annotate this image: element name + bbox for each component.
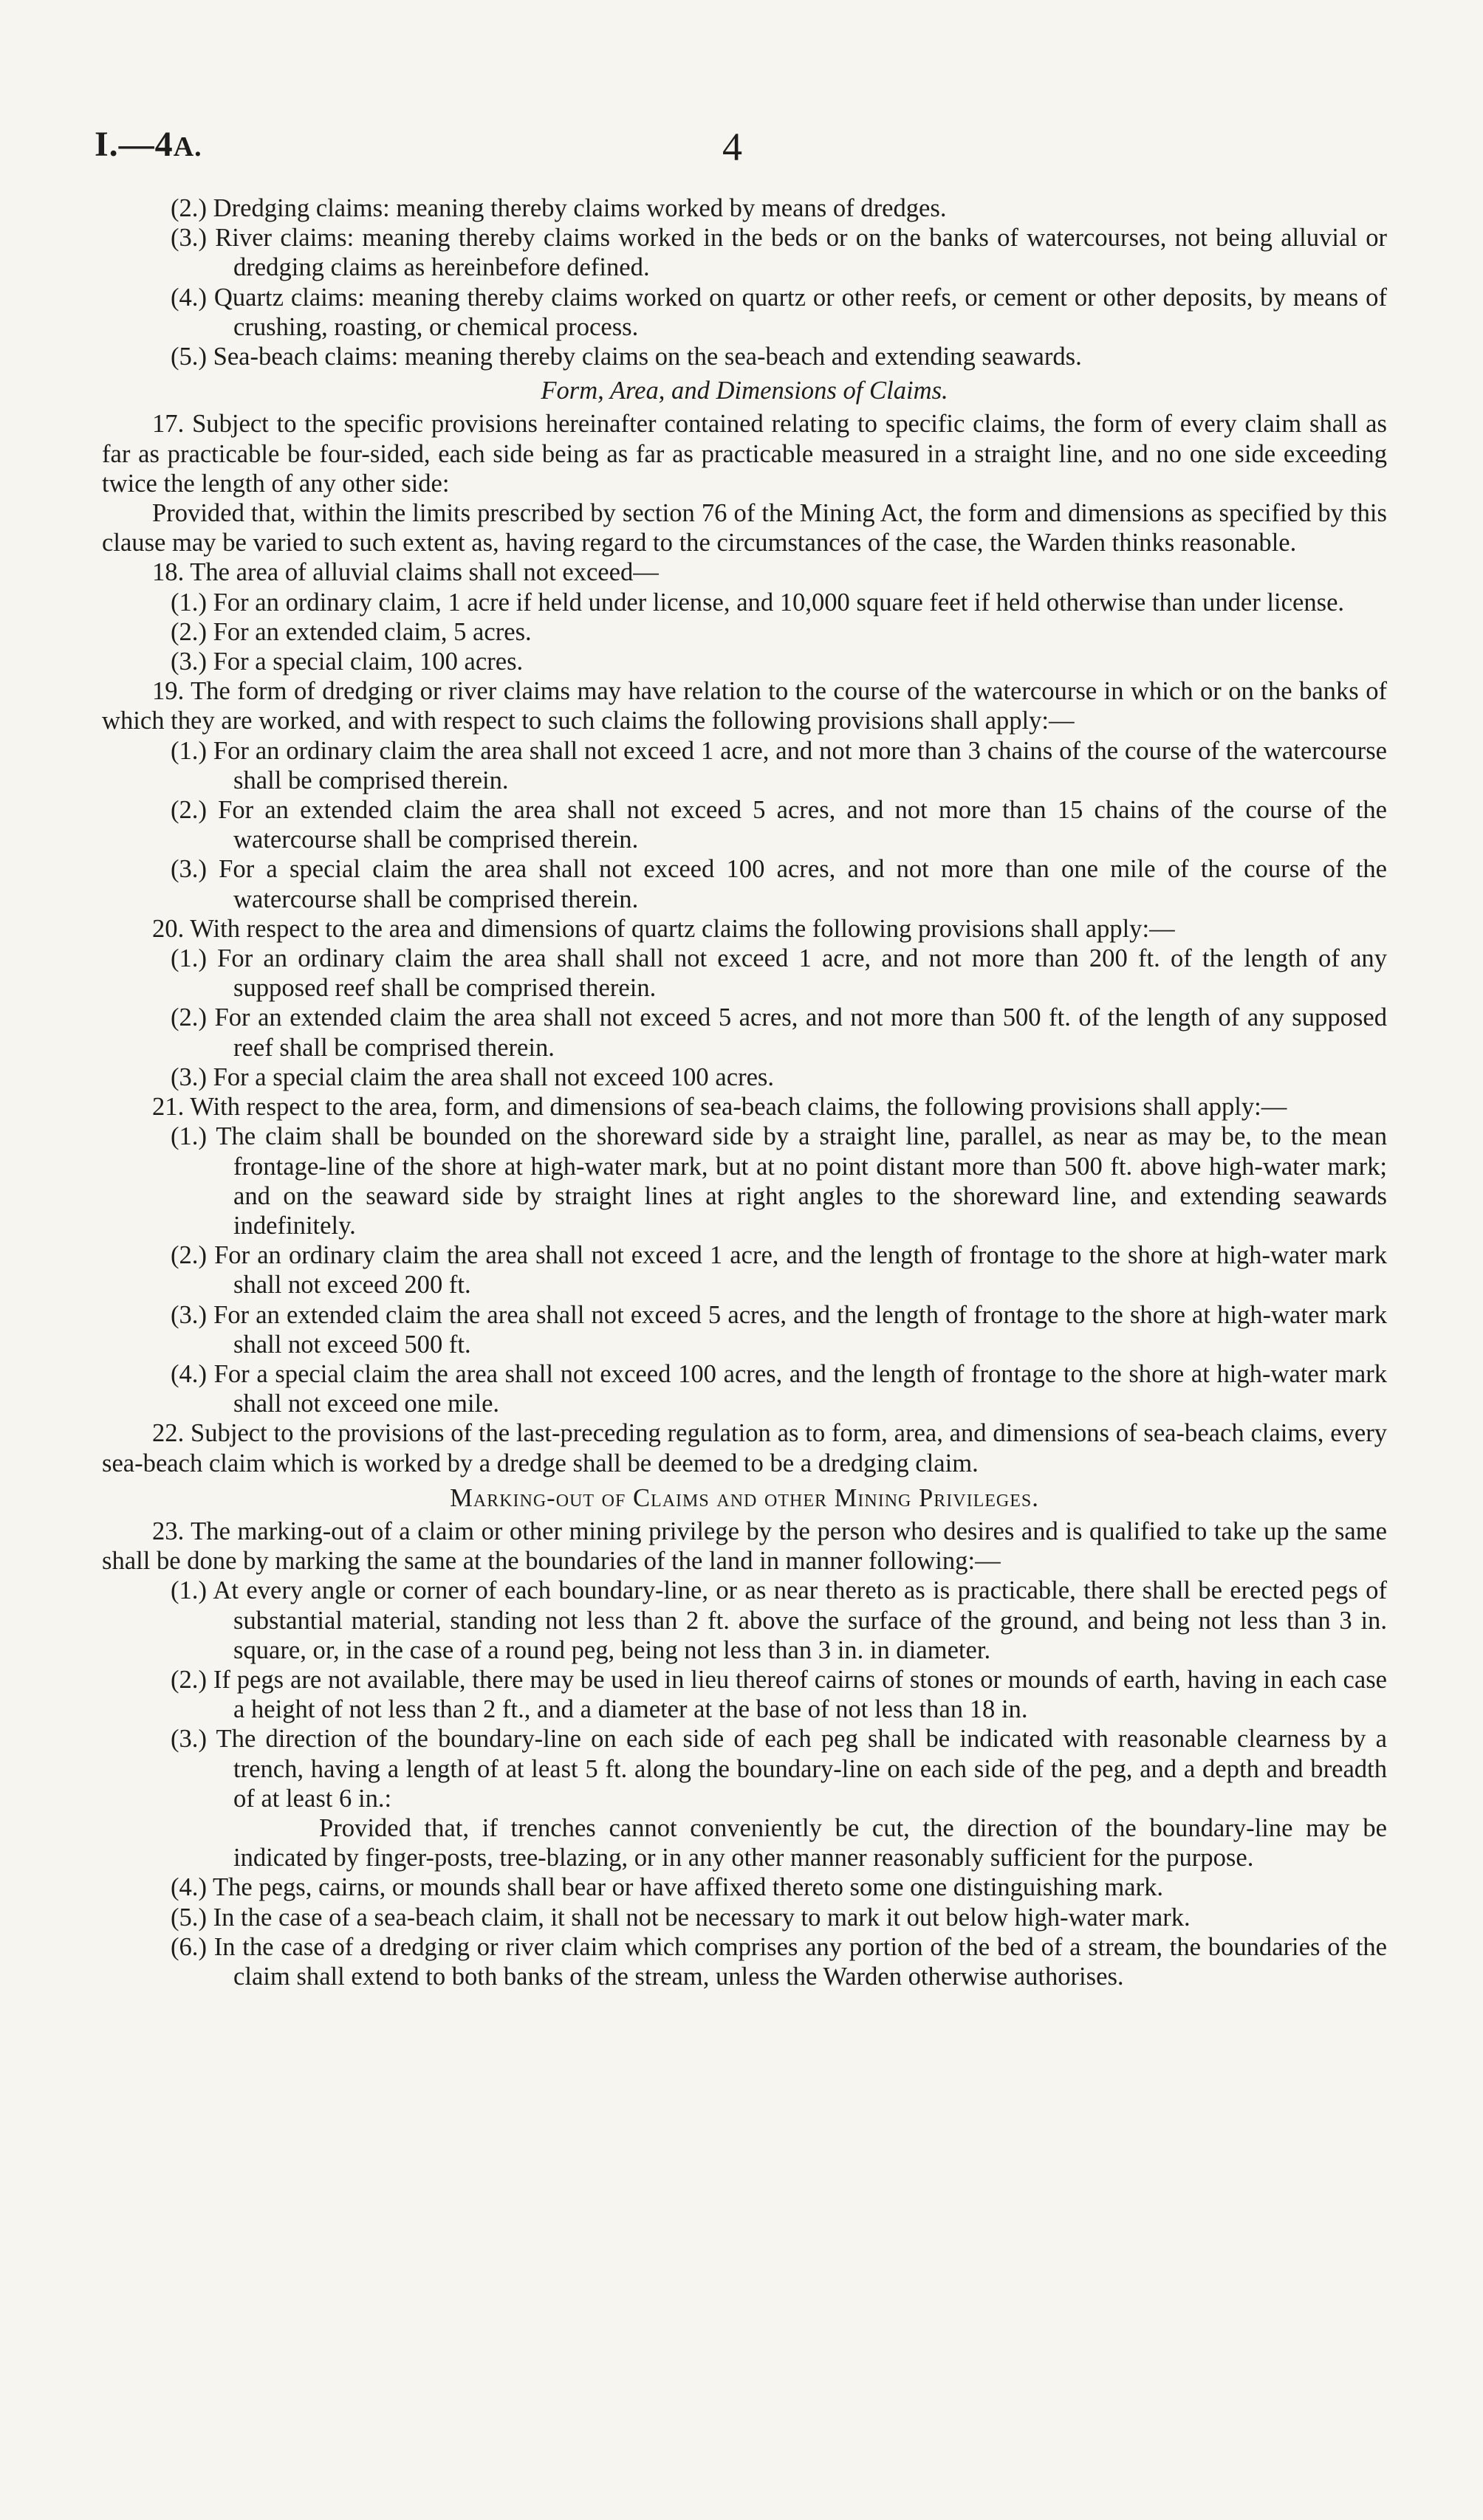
list-item: (3.) For a special claim, 100 acres. <box>171 648 524 676</box>
paragraph: 22. Subject to the provisions of the last-preceding regulation as to form, area, and dimensions of sea-beach claims, every sea-beach claim which is worked by a dredge shall be deemed to be a dredging claim. <box>102 1419 1387 1477</box>
list-item: (1.) For an ordinary claim, 1 acre if held under license, and 10,000 square feet if held otherwise than under license. <box>171 588 1345 617</box>
list-item: (2.) If pegs are not available, there may be used in lieu thereof cairns of stones or mounds of earth, having in each case a height of not less than 2 ft., and a diameter at the base of not less than 18 in. <box>171 1665 1387 1724</box>
list-item: (3.) For an extended claim the area shall not exceed 5 acres, and the length of frontage to the shore at high-water mark shall not exceed 500 ft. <box>171 1300 1387 1359</box>
list-item: (1.) For an ordinary claim the area shall shall not exceed 1 acre, and not more than 200 ft. of the length of any supposed reef shall be comprised therein. <box>171 944 1387 1003</box>
list-item: (4.) For a special claim the area shall not exceed 100 acres, and the length of frontage to the shore at high-water mark shall not exceed one mile. <box>171 1359 1387 1418</box>
list-item: (3.) For a special claim the area shall not exceed 100 acres. <box>171 1062 775 1091</box>
list-item: (1.) For an ordinary claim the area shall not exceed 1 acre, and not more than 3 chains of the course of the watercourse shall be comprised therein. <box>171 736 1387 794</box>
list-item: (2.) For an extended claim, 5 acres. <box>171 617 532 646</box>
list-item: (1.) The claim shall be bounded on the shoreward side by a straight line, parallel, as near as may be, to the mean frontage-line of the shore at high-water mark, but at no point distant more than 500 ft. above high-water mark; and on the seaward side by straight lines at right angles to the shoreward line, and extending seawards indefinitely. <box>171 1122 1387 1240</box>
list-item: (2.) Dredging claims: meaning thereby claims worked by means of dredges. <box>171 194 947 222</box>
list-item: (3.) The direction of the boundary-line on each side of each peg shall be indicated with reasonable clearness by a trench, having a length of at least 5 ft. along the boundary-line on each side of the peg, and a depth and breadth of at least 6 in.: <box>171 1725 1387 1813</box>
list-item: (5.) In the case of a sea-beach claim, it shall not be necessary to mark it out below high-water mark. <box>171 1903 1191 1932</box>
paragraph: 18. The area of alluvial claims shall not exceed— <box>152 558 659 587</box>
list-item: (3.) For a special claim the area shall not exceed 100 acres, and not more than one mile of the course of the watercourse shall be comprised therein. <box>171 855 1387 913</box>
list-item: (6.) In the case of a dredging or river claim which comprises any portion of the bed of a stream, the boundaries of the claim shall extend to both banks of the stream, unless the Warden otherwise authorises. <box>171 1932 1387 1991</box>
proviso-paragraph: Provided that, if trenches cannot conveniently be cut, the direction of the boundary-line may be indicated by finger-posts, tree-blazing, or in any other manner reasonably sufficient for the purpose. <box>233 1813 1387 1872</box>
list-item: (1.) At every angle or corner of each boundary-line, or as near thereto as is practicable, there shall be erected pegs of substantial material, standing not less than 2 ft. above the surface of the ground, and being not less than 3 in. square, or, in the case of a round peg, being not less than 3 in. in diameter. <box>171 1576 1387 1664</box>
paragraph: 21. With respect to the area, form, and dimensions of sea-beach claims, the following provisions shall apply:— <box>152 1093 1287 1122</box>
paragraph: 20. With respect to the area and dimensions of quartz claims the following provisions shall apply:— <box>152 914 1175 943</box>
list-item: (4.) Quartz claims: meaning thereby claims worked on quartz or other reefs, or cement or other deposits, by means of crushing, roasting, or chemical process. <box>171 283 1387 341</box>
body-text <box>102 193 1387 1991</box>
page-number: 4 <box>722 125 742 169</box>
list-item: (2.) For an extended claim the area shall not exceed 5 acres, and not more than 15 chains of the course of the watercourse shall be comprised therein. <box>171 796 1387 854</box>
list-item: (3.) River claims: meaning thereby claims worked in the beds or on the banks of watercourses, not being alluvial or dredging claims as hereinbefore defined. <box>171 224 1387 282</box>
list-item: (5.) Sea-beach claims: meaning thereby claims on the sea-beach and extending seawards. <box>171 343 1082 371</box>
section-heading: Marking-out of Claims and other Mining Privileges. <box>450 1483 1039 1512</box>
list-item: (2.) For an ordinary claim the area shall not exceed 1 acre, and the length of frontage to the shore at high-water mark shall not exceed 200 ft. <box>171 1241 1387 1300</box>
paragraph: Provided that, within the limits prescribed by section 76 of the Mining Act, the form and dimensions as specified by this clause may be varied to such extent as, having regard to the circumstances of the case, the Warden thinks reasonable. <box>102 499 1387 557</box>
paragraph: 19. The form of dredging or river claims may have relation to the course of the watercourse in which or on the banks of which they are worked, and with respect to such claims the following provisions shall apply:— <box>102 677 1387 735</box>
list-item: (2.) For an extended claim the area shall not exceed 5 acres, and not more than 500 ft. of the length of any supposed reef shall be comprised therein. <box>171 1003 1387 1062</box>
section-heading: Form, Area, and Dimensions of Claims. <box>541 377 948 405</box>
document-reference: I.—4A. <box>95 125 202 164</box>
paragraph: 23. The marking-out of a claim or other mining privilege by the person who desires and is qualified to take up the same shall be done by marking the same at the boundaries of the land in manner following:— <box>102 1517 1387 1576</box>
paragraph: 17. Subject to the specific provisions hereinafter contained relating to specific claims, the form of every claim shall as far as practicable be four-sided, each side being as far as practicable measured in a straight line, and no one side exceeding twice the length of any other side: <box>102 410 1387 498</box>
list-item: (4.) The pegs, cairns, or mounds shall bear or have affixed thereto some one distinguishing mark. <box>171 1873 1164 1902</box>
